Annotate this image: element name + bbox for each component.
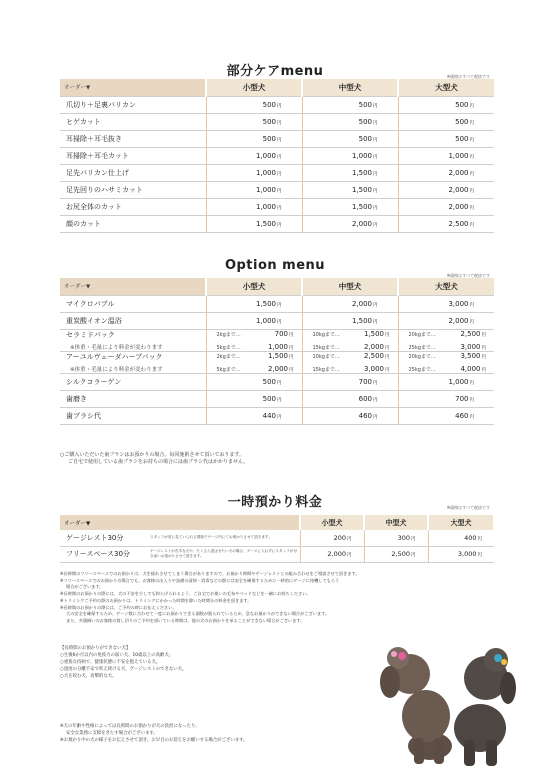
price-value: 600 bbox=[358, 394, 372, 403]
tier-price bbox=[364, 365, 390, 373]
price-value: 700 bbox=[274, 329, 288, 338]
yen-unit: 円 bbox=[347, 553, 352, 558]
yen-unit: 円 bbox=[411, 553, 416, 558]
price-value: 2,500 bbox=[448, 219, 469, 228]
yen-unit: 円 bbox=[481, 345, 486, 351]
size-medium-header: 中型犬 bbox=[302, 278, 398, 295]
price-value: 1,000 bbox=[255, 202, 276, 211]
yen-unit: 円 bbox=[277, 137, 282, 143]
azukari-title: 一時預かり料金 bbox=[227, 495, 323, 510]
table-row bbox=[60, 198, 494, 215]
note-line: ※トリミングご予約の際のお預かりは、トリミングにかかった時間を除いた時間分の料金を頂きます。 bbox=[60, 597, 252, 603]
partial-care-table bbox=[60, 79, 494, 233]
tier-price bbox=[364, 330, 390, 338]
yen-unit: 円 bbox=[469, 205, 474, 211]
price-cell bbox=[398, 407, 494, 424]
tier-price bbox=[275, 330, 294, 338]
menu-item-name: マイクロバブル bbox=[60, 295, 206, 312]
tier-price bbox=[268, 352, 294, 360]
price-cell bbox=[302, 164, 398, 181]
yen-unit: 円 bbox=[481, 367, 486, 373]
order-header: オーダー▼ bbox=[60, 79, 206, 96]
closing-notes bbox=[60, 723, 340, 744]
yen-unit: 円 bbox=[373, 397, 378, 403]
yen-unit: 円 bbox=[373, 103, 378, 109]
price-value: 300 bbox=[397, 533, 411, 542]
weight-note: ※体重・毛量により料金が変わります bbox=[70, 366, 163, 373]
price-value: 700 bbox=[455, 394, 469, 403]
price-value: 200 bbox=[333, 533, 347, 542]
yen-unit: 円 bbox=[469, 154, 474, 160]
table-row bbox=[60, 113, 494, 130]
table-row bbox=[60, 181, 494, 198]
table-row bbox=[60, 546, 494, 562]
weight-price-cell bbox=[398, 329, 494, 351]
gray-poodle-icon bbox=[454, 648, 516, 766]
poodles-photo bbox=[368, 618, 516, 768]
note-line: ○重篤な持病で、健康状態に不安を抱えている犬。 bbox=[60, 660, 161, 666]
price-value: 460 bbox=[358, 411, 372, 420]
yen-unit: 円 bbox=[469, 397, 474, 403]
weight-label: 15kgまで… bbox=[312, 344, 340, 351]
yen-unit: 円 bbox=[277, 302, 282, 308]
yen-unit: 円 bbox=[277, 154, 282, 160]
weight-price-cell bbox=[206, 351, 302, 373]
yen-unit: 円 bbox=[469, 380, 474, 386]
price-cell bbox=[206, 181, 302, 198]
price-cell bbox=[206, 215, 302, 232]
price-value: 500 bbox=[262, 100, 276, 109]
yen-unit: 円 bbox=[277, 380, 282, 386]
price-value: 1,500 bbox=[351, 185, 372, 194]
yen-unit: 円 bbox=[277, 397, 282, 403]
azukari-tax-note: ※価格はすべて税抜です bbox=[446, 505, 490, 510]
price-cell bbox=[398, 181, 494, 198]
weight-tier bbox=[207, 352, 302, 360]
price-cell bbox=[302, 147, 398, 164]
yen-unit: 円 bbox=[481, 354, 486, 360]
service-description: ゲージレストが苦手な犬や、たくさん遊ばせたい犬の場合、ゲージに入れずにスタッフが付き添いお預かりさせて頂きます。 bbox=[150, 546, 300, 562]
table-row bbox=[60, 390, 494, 407]
price-cell bbox=[302, 373, 398, 390]
size-small-header: 小型犬 bbox=[206, 278, 302, 295]
price-value: 2,000 bbox=[448, 316, 469, 325]
price-value: 500 bbox=[262, 134, 276, 143]
menu-item-name: 耳掃除＋耳毛カット bbox=[60, 147, 206, 164]
weight-price-cell bbox=[206, 329, 302, 351]
yen-unit: 円 bbox=[289, 367, 294, 373]
yen-unit: 円 bbox=[477, 536, 483, 542]
option-footnote bbox=[60, 452, 248, 467]
price-value: 4,000 bbox=[460, 364, 481, 373]
weight-tier bbox=[303, 330, 398, 338]
price-cell bbox=[428, 530, 494, 546]
menu-item-name: アーユルヴェーダハーブパック bbox=[66, 352, 163, 361]
note-line: ※長時間のお預かりの際には、犬の不安を少しでも和らげられるよう、ご自宅でお使いの毛布やベッドなどを一緒にお持ちください。 bbox=[60, 591, 311, 597]
menu-item-name: シルクコラーゲン bbox=[60, 373, 206, 390]
note-line: 場合がございます。 bbox=[66, 584, 104, 590]
service-description: スタッフが常に見ていられる環境でゲージ内にてお預かりさせて頂きます。 bbox=[150, 530, 300, 546]
price-value: 1,000 bbox=[255, 185, 276, 194]
weight-tier bbox=[303, 352, 398, 360]
tier-price bbox=[460, 343, 486, 351]
price-value: 500 bbox=[455, 134, 469, 143]
yen-unit: 円 bbox=[373, 222, 378, 228]
price-cell bbox=[302, 181, 398, 198]
price-value: 500 bbox=[455, 117, 469, 126]
price-value: 1,500 bbox=[267, 351, 288, 360]
price-cell bbox=[206, 198, 302, 215]
price-cell bbox=[398, 373, 494, 390]
yen-unit: 円 bbox=[469, 171, 474, 177]
price-cell bbox=[206, 373, 302, 390]
azukari-notes bbox=[60, 571, 360, 625]
yen-unit: 円 bbox=[277, 188, 282, 194]
price-cell bbox=[302, 312, 398, 329]
price-value: 2,500 bbox=[460, 329, 481, 338]
price-value: 1,500 bbox=[363, 329, 384, 338]
menu-item-name: ヒゲカット bbox=[60, 113, 206, 130]
yen-unit: 円 bbox=[481, 332, 486, 338]
weight-label: 5kgまで… bbox=[216, 344, 241, 351]
weight-tier bbox=[207, 365, 302, 373]
price-value: 1,500 bbox=[255, 299, 276, 308]
yen-unit: 円 bbox=[385, 354, 390, 360]
menu-item-name: 歯磨き bbox=[60, 390, 206, 407]
price-value: 500 bbox=[262, 117, 276, 126]
menu-item-name: 足先バリカン仕上げ bbox=[60, 164, 206, 181]
yen-unit: 円 bbox=[373, 302, 378, 308]
tier-price bbox=[364, 352, 390, 360]
price-cell bbox=[302, 96, 398, 113]
price-cell bbox=[398, 164, 494, 181]
weight-price-cell bbox=[398, 351, 494, 373]
weight-label: 10kgまで… bbox=[312, 331, 340, 338]
weight-price-cell bbox=[302, 329, 398, 351]
weight-tier bbox=[399, 352, 495, 360]
menu-item-name-cell bbox=[60, 329, 206, 351]
price-value: 500 bbox=[262, 394, 276, 403]
order-header: オーダー▼ bbox=[60, 515, 300, 530]
yen-unit: 円 bbox=[277, 120, 282, 126]
menu-item-name: 顔のカット bbox=[60, 215, 206, 232]
table-row bbox=[60, 329, 494, 351]
weight-tier bbox=[399, 330, 495, 338]
price-cell bbox=[398, 390, 494, 407]
price-value: 440 bbox=[262, 411, 276, 420]
yen-unit: 円 bbox=[289, 354, 294, 360]
price-value: 1,500 bbox=[351, 316, 372, 325]
price-cell bbox=[398, 215, 494, 232]
weight-tier bbox=[303, 365, 398, 373]
price-cell bbox=[364, 530, 428, 546]
price-cell bbox=[206, 407, 302, 424]
price-cell bbox=[206, 295, 302, 312]
weight-label: 25kgまで… bbox=[408, 366, 436, 373]
weight-tier bbox=[303, 343, 398, 351]
price-value: 3,000 bbox=[363, 364, 384, 373]
note-line: ※長時間のフリースペースでのお預かりは、犬を疲れさせてしまう場合がありますので、お預かり時間やゲージレストとの組み合わせをご相談させて頂きます。 bbox=[60, 571, 360, 576]
size-small-header: 小型犬 bbox=[206, 79, 302, 96]
price-value: 1,000 bbox=[267, 342, 288, 351]
price-cell bbox=[398, 130, 494, 147]
price-value: 2,000 bbox=[267, 364, 288, 373]
price-cell bbox=[206, 113, 302, 130]
weight-label: 15kgまで… bbox=[312, 366, 340, 373]
table-row bbox=[60, 147, 494, 164]
price-value: 1,000 bbox=[448, 151, 469, 160]
service-name: ゲージレスト30分 bbox=[60, 530, 150, 546]
price-value: 1,000 bbox=[255, 168, 276, 177]
yen-unit: 円 bbox=[347, 536, 352, 542]
weight-label: 20kgまで… bbox=[408, 353, 436, 360]
price-value: 460 bbox=[455, 411, 469, 420]
price-value: 3,500 bbox=[460, 351, 481, 360]
price-value: 1,000 bbox=[255, 316, 276, 325]
price-cell bbox=[300, 546, 364, 562]
yen-unit: 円 bbox=[277, 103, 282, 109]
footnote-line: ○ご購入いただいた歯ブラシはお預かりの場合、毎回施術させて頂いております。 bbox=[60, 452, 244, 458]
yen-unit: 円 bbox=[469, 222, 474, 228]
price-cell bbox=[206, 164, 302, 181]
price-cell bbox=[398, 96, 494, 113]
yen-unit: 円 bbox=[277, 222, 282, 228]
price-value: 2,000 bbox=[351, 219, 372, 228]
price-cell bbox=[302, 407, 398, 424]
weight-price-cell bbox=[302, 351, 398, 373]
menu-item-name: 重炭酸イオン温浴 bbox=[60, 312, 206, 329]
yen-unit: 円 bbox=[385, 367, 390, 373]
menu-item-name: 歯ブラシ代 bbox=[60, 407, 206, 424]
note-line: 大の安全を確保するため、ゲージ数に合わせて一度にお預かりできる頭数が限られているため、急なお預かりができない場合がございます。 bbox=[66, 611, 330, 617]
yen-unit: 円 bbox=[277, 414, 282, 420]
note-line: 【長時間のお預かりができない犬】 bbox=[60, 646, 131, 651]
price-cell bbox=[428, 546, 494, 562]
price-value: 3,000 bbox=[448, 299, 469, 308]
price-cell bbox=[300, 530, 364, 546]
table-row bbox=[60, 351, 494, 373]
yen-unit: 円 bbox=[373, 171, 378, 177]
price-value: 2,000 bbox=[327, 550, 347, 558]
price-value: 500 bbox=[358, 134, 372, 143]
price-cell bbox=[364, 546, 428, 562]
option-menu-title: Option menu bbox=[224, 258, 326, 273]
price-cell bbox=[206, 312, 302, 329]
yen-unit: 円 bbox=[373, 120, 378, 126]
footnote-line: ご自宅で使用している歯ブラシをお持ちの場合には歯ブラシ代はかかりません。 bbox=[68, 459, 249, 466]
weight-label: 2kgまで… bbox=[216, 353, 241, 360]
table-row bbox=[60, 164, 494, 181]
price-cell bbox=[398, 295, 494, 312]
option-tax-note: ※価格はすべて税抜です bbox=[446, 273, 490, 278]
yen-unit: 円 bbox=[277, 319, 282, 325]
price-value: 2,500 bbox=[391, 550, 411, 558]
weight-label: 10kgまで… bbox=[312, 353, 340, 360]
weight-tier bbox=[207, 330, 302, 338]
size-large-header: 大型犬 bbox=[398, 79, 494, 96]
yen-unit: 円 bbox=[469, 319, 474, 325]
yen-unit: 円 bbox=[469, 137, 474, 143]
price-cell bbox=[398, 312, 494, 329]
note-line: ○過度の分離不安で吠え続ける犬、ゲージレストのできない犬。 bbox=[60, 667, 187, 673]
note-line: ※お預かり中の犬の様子をお伝えさせて頂き、お早目のお迎えをお願いする場合がございます。 bbox=[60, 738, 248, 744]
tier-price bbox=[460, 330, 486, 338]
weight-note: ※体重・毛量により料金が変わります bbox=[70, 344, 163, 351]
price-value: 2,000 bbox=[448, 185, 469, 194]
table-row bbox=[60, 407, 494, 424]
price-value: 1,000 bbox=[448, 377, 469, 386]
menu-item-name: 足先回りのハサミカット bbox=[60, 181, 206, 198]
brown-poodle-icon bbox=[380, 647, 452, 764]
note-line: ※フリースペースでのお預かりの場合でも、お客様の出入りや設備の清掃・消毒などの際には安全を確保するために一時的にゲージに待機してもらう bbox=[60, 577, 340, 583]
yen-unit: 円 bbox=[277, 171, 282, 177]
weight-label: 5kgまで… bbox=[216, 366, 241, 373]
yen-unit: 円 bbox=[385, 332, 390, 338]
price-cell bbox=[398, 198, 494, 215]
price-cell bbox=[398, 147, 494, 164]
yen-unit: 円 bbox=[373, 414, 378, 420]
size-medium-header: 中型犬 bbox=[364, 515, 428, 530]
price-cell bbox=[398, 113, 494, 130]
yen-unit: 円 bbox=[373, 205, 378, 211]
price-cell bbox=[206, 147, 302, 164]
table-row bbox=[60, 130, 494, 147]
price-value: 1,500 bbox=[351, 168, 372, 177]
price-cell bbox=[302, 390, 398, 407]
price-value: 2,000 bbox=[448, 168, 469, 177]
yen-unit: 円 bbox=[277, 205, 282, 211]
tier-price bbox=[268, 343, 294, 351]
price-cell bbox=[302, 295, 398, 312]
tier-price bbox=[460, 352, 486, 360]
price-value: 3,000 bbox=[457, 550, 477, 558]
service-name: フリースペース30分 bbox=[60, 546, 150, 562]
menu-item-name: セラミドパック bbox=[66, 330, 115, 339]
price-value: 1,000 bbox=[351, 151, 372, 160]
weight-tier bbox=[207, 343, 302, 351]
weight-tier bbox=[399, 343, 495, 351]
size-large-header: 大型犬 bbox=[398, 278, 494, 295]
price-cell bbox=[206, 96, 302, 113]
menu-item-name: お尻全体のカット bbox=[60, 198, 206, 215]
price-value: 400 bbox=[464, 533, 477, 542]
table-row bbox=[60, 295, 494, 312]
price-value: 700 bbox=[358, 377, 372, 386]
price-value: 1,500 bbox=[351, 202, 372, 211]
yen-unit: 円 bbox=[469, 302, 474, 308]
yen-unit: 円 bbox=[411, 536, 416, 542]
tier-price bbox=[364, 343, 390, 351]
long-stay-restrictions bbox=[60, 645, 330, 680]
yen-unit: 円 bbox=[385, 345, 390, 351]
note-line: ○犬を咬む犬、攻撃的な犬。 bbox=[60, 674, 117, 680]
yen-unit: 円 bbox=[373, 319, 378, 325]
price-value: 1,000 bbox=[255, 151, 276, 160]
azukari-table bbox=[60, 515, 495, 563]
price-cell bbox=[206, 130, 302, 147]
yen-unit: 円 bbox=[469, 120, 474, 126]
table-row bbox=[60, 215, 494, 232]
yen-unit: 円 bbox=[469, 414, 474, 420]
yen-unit: 円 bbox=[289, 332, 294, 338]
price-cell bbox=[302, 198, 398, 215]
partial-care-title: 部分ケアmenu bbox=[226, 64, 324, 79]
tier-price bbox=[460, 365, 486, 373]
price-cell bbox=[302, 215, 398, 232]
table-row bbox=[60, 96, 494, 113]
partial-tax-note: ※価格はすべて税抜です bbox=[446, 74, 490, 79]
note-line: ※長時間のお預かりの際には、ご予約の時にお伝えください。 bbox=[60, 604, 177, 610]
yen-unit: 円 bbox=[289, 345, 294, 351]
price-value: 500 bbox=[358, 100, 372, 109]
weight-label: 25kgまで… bbox=[408, 344, 436, 351]
note-line: また、多頭飼いのお客様の貸し切りのご予約を頂いている時間は、他の犬のお預かりを承ることができない場合がございます。 bbox=[66, 618, 305, 624]
order-header: オーダー▼ bbox=[60, 278, 206, 295]
menu-item-name-cell bbox=[60, 351, 206, 373]
menu-item-name: 爪切り＋足裏バリカン bbox=[60, 96, 206, 113]
note-line: 安全な業務に支障をきたす場合がございます。 bbox=[66, 731, 158, 737]
price-value: 2,500 bbox=[363, 351, 384, 360]
note-line: ○生後6か月以内の免疫力の弱い犬、10歳以上の高齢犬。 bbox=[60, 653, 174, 659]
price-value: 500 bbox=[358, 117, 372, 126]
menu-item-name: 耳掃除＋耳毛抜き bbox=[60, 130, 206, 147]
size-large-header: 大型犬 bbox=[428, 515, 494, 530]
price-value: 2,000 bbox=[363, 342, 384, 351]
price-value: 500 bbox=[455, 100, 469, 109]
option-menu-table bbox=[60, 278, 494, 425]
yen-unit: 円 bbox=[469, 188, 474, 194]
table-row bbox=[60, 312, 494, 329]
yen-unit: 円 bbox=[477, 553, 483, 558]
note-line: ※犬の年齢や性格によっては長時間のお預かりが犬の負担になったり、 bbox=[60, 724, 200, 729]
price-value: 2,000 bbox=[351, 299, 372, 308]
weight-label: 2kgまで… bbox=[216, 331, 241, 338]
yen-unit: 円 bbox=[373, 137, 378, 143]
yen-unit: 円 bbox=[469, 103, 474, 109]
price-value: 3,000 bbox=[460, 342, 481, 351]
price-value: 2,000 bbox=[448, 202, 469, 211]
table-row bbox=[60, 373, 494, 390]
price-cell bbox=[206, 390, 302, 407]
size-medium-header: 中型犬 bbox=[302, 79, 398, 96]
yen-unit: 円 bbox=[373, 188, 378, 194]
size-small-header: 小型犬 bbox=[300, 515, 364, 530]
yen-unit: 円 bbox=[373, 380, 378, 386]
price-value: 1,500 bbox=[255, 219, 276, 228]
table-row bbox=[60, 530, 494, 546]
price-cell bbox=[302, 113, 398, 130]
tier-price bbox=[268, 365, 294, 373]
weight-tier bbox=[399, 365, 495, 373]
price-cell bbox=[302, 130, 398, 147]
weight-label: 20kgまで… bbox=[408, 331, 436, 338]
price-value: 500 bbox=[262, 377, 276, 386]
yen-unit: 円 bbox=[373, 154, 378, 160]
